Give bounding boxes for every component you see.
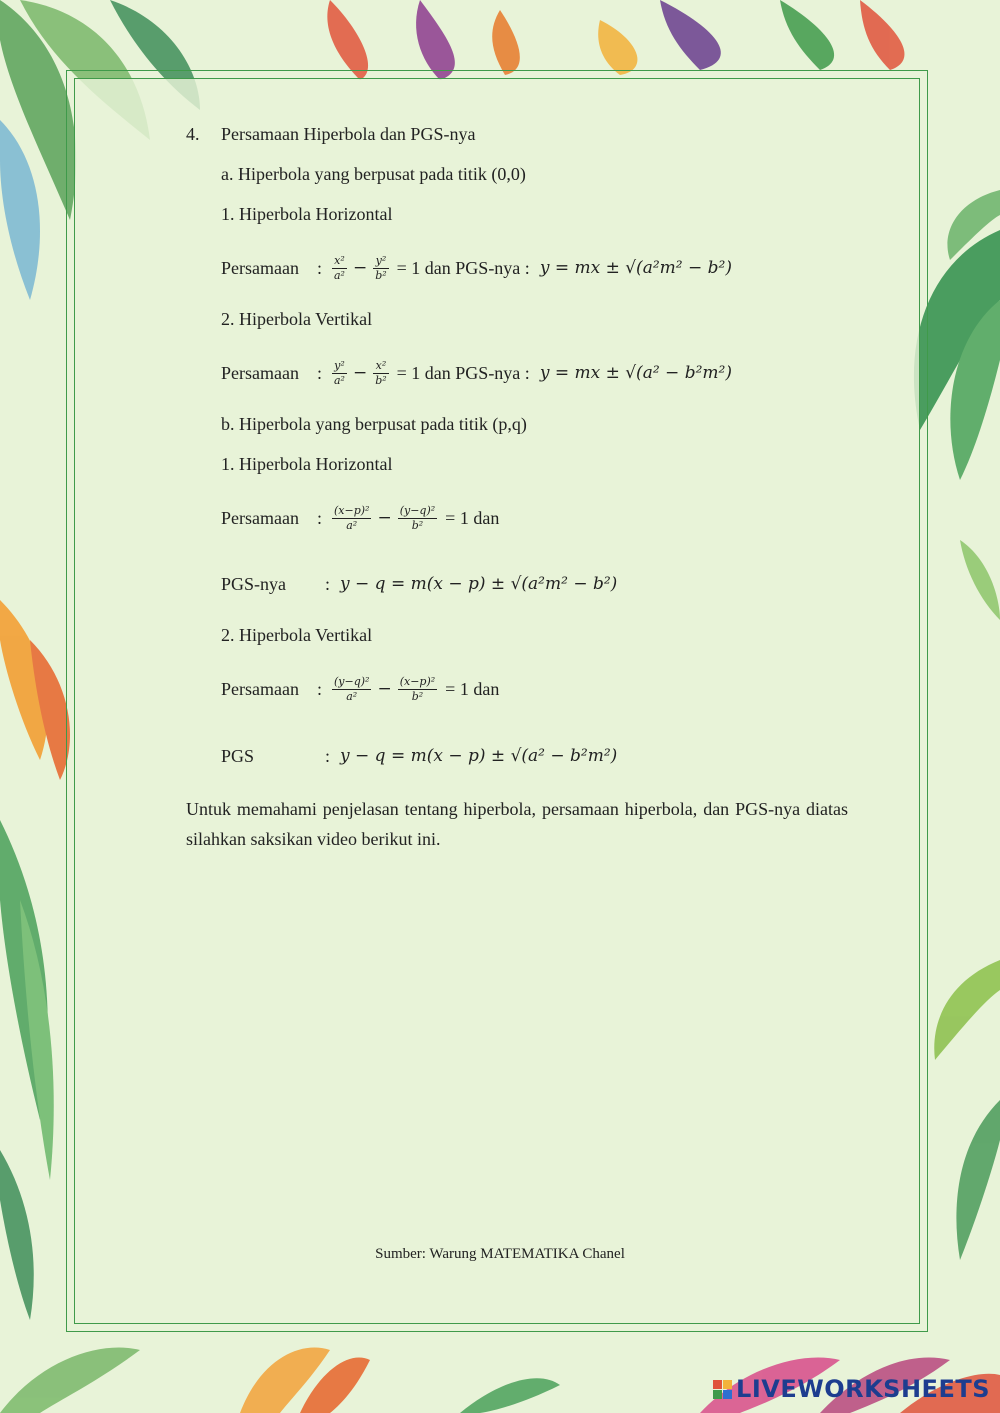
- pgs-formula: y = mx ± √(a²m² − b²): [539, 258, 732, 278]
- instruction-paragraph: Untuk memahami penjelasan tentang hiperbola, persamaan hiperbola, dan PGS-nya diatas silahkan saksikan video berikut ini.: [186, 799, 848, 849]
- part-b-vertical-pgs: [221, 745, 617, 767]
- part-a-vertical-equation: [221, 353, 732, 393]
- pgs-label: PGS: [221, 746, 255, 766]
- equation-colon: :: [316, 363, 322, 383]
- liveworksheets-watermark: [713, 1375, 990, 1403]
- pgs-colon: :: [325, 746, 331, 766]
- pgs-formula: y = mx ± √(a² − b²m²): [539, 363, 732, 383]
- section-number: 4.: [186, 124, 200, 144]
- fraction: $\frac{\text{(x−p)²}}{\text{a²}}$: [333, 503, 370, 532]
- equation-tail-text: = 1 dan: [445, 679, 500, 699]
- watermark-text: LIVEWORKSHEETS: [736, 1375, 990, 1403]
- part-a-horizontal-heading: 1. Hiperbola Horizontal: [221, 204, 393, 224]
- fraction: $\frac{\text{(y−q)²}}{\text{a²}}$: [333, 674, 370, 703]
- part-a-vertical-heading: 2. Hiperbola Vertikal: [221, 309, 373, 329]
- fraction: $\frac{\text{(x−p)²}}{\text{b²}}$: [399, 674, 436, 703]
- part-b-vertical-heading: 2. Hiperbola Vertikal: [221, 625, 373, 645]
- fraction: $\frac{\text{x²}}{\text{a²}}$: [333, 253, 345, 282]
- part-b-horizontal-pgs: [221, 573, 617, 595]
- part-a-horizontal-equation: [221, 248, 732, 288]
- equation-label: Persamaan: [221, 363, 299, 383]
- pgs-formula: y − q = m(x − p) ± √(a²m² − b²): [340, 574, 618, 594]
- part-a-heading: a. Hiperbola yang berpusat pada titik (0,0): [221, 164, 526, 184]
- equation-label: Persamaan: [221, 679, 299, 699]
- section-title: Persamaan Hiperbola dan PGS-nya: [221, 124, 476, 144]
- equation-tail-text: = 1 dan: [445, 508, 500, 528]
- minus-sign: −: [377, 679, 392, 699]
- equation-label: Persamaan: [221, 258, 299, 278]
- part-b-heading: b. Hiperbola yang berpusat pada titik (p,q): [221, 414, 527, 434]
- part-b-vertical-equation: [221, 669, 499, 709]
- equation-label: Persamaan: [221, 508, 299, 528]
- equation-middle-text: = 1 dan PGS-nya :: [396, 363, 530, 383]
- fraction: $\frac{\text{(y−q)²}}{\text{b²}}$: [399, 503, 436, 532]
- equation-colon: :: [316, 508, 322, 528]
- liveworksheets-logo-icon: [713, 1380, 732, 1399]
- fraction: $\frac{\text{y²}}{\text{b²}}$: [375, 253, 387, 282]
- fraction: $\frac{\text{y²}}{\text{a²}}$: [333, 358, 345, 387]
- equation-colon: :: [316, 679, 322, 699]
- minus-sign: −: [352, 258, 368, 278]
- equation-colon: :: [316, 258, 322, 278]
- part-b-horizontal-heading: 1. Hiperbola Horizontal: [221, 454, 393, 474]
- equation-middle-text: = 1 dan PGS-nya :: [396, 258, 530, 278]
- source-credit: Sumber: Warung MATEMATIKA Chanel: [375, 1246, 625, 1262]
- pgs-label: PGS-nya: [221, 574, 287, 594]
- minus-sign: −: [377, 508, 392, 528]
- pgs-colon: :: [325, 574, 331, 594]
- pgs-formula: y − q = m(x − p) ± √(a² − b²m²): [340, 746, 618, 766]
- part-b-horizontal-equation: [221, 498, 499, 538]
- minus-sign: −: [352, 363, 368, 383]
- fraction: $\frac{\text{x²}}{\text{b²}}$: [375, 358, 387, 387]
